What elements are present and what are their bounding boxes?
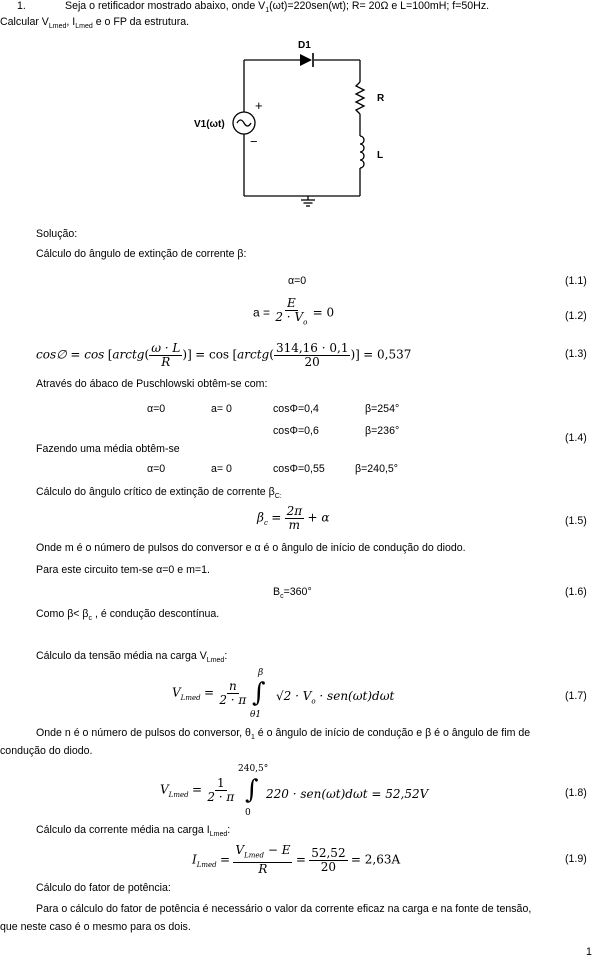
beta-calc-text: Cálculo do ângulo de extinção de corrente β: [36, 248, 247, 260]
minus-sign: − [250, 134, 258, 149]
eq-number-9: (1.9) [565, 853, 587, 865]
resistor-label: R [377, 93, 385, 104]
row1-a: a= 0 [211, 403, 232, 415]
bc-value: $B_c=360^\circ$ [273, 586, 312, 601]
row3-a: a= 0 [211, 463, 232, 475]
rectifier-circuit-diagram [180, 36, 400, 216]
row3-alpha: α=0 [147, 463, 166, 475]
row3-beta: β=240,5° [355, 463, 399, 475]
critico-text: Cálculo do ângulo crítico de extinção de corrente $\beta_{C:}$ [36, 486, 282, 501]
integral-sign-1: ∫ [252, 678, 266, 708]
equation-vlmed-1: $V_{Lmed}$ = $\frac{n}{2 \cdot \pi}$ [172, 679, 247, 707]
onde-n-text-2: condução do diodo. [0, 745, 93, 757]
eq-number-8: (1.8) [565, 787, 587, 799]
onde-n-text-1: Onde n é o número de pulsos do conversor, $\theta_1$ é o ângulo de início de condução e β é o ângulo de fim de [36, 727, 531, 742]
como-text: Como $\beta< \beta_c$ , é condução descontínua. [36, 608, 220, 623]
solution-heading: Solução: [36, 228, 78, 240]
problem-line-2: Calcular $V_{Lmed}$, $I_{Lmed}$ e o FP da estrutura. [0, 16, 190, 31]
row1-alpha: α=0 [147, 403, 166, 415]
fp-text-2: que neste caso é o mesmo para os dois. [0, 921, 191, 933]
problem-number: 1. [17, 0, 26, 12]
fp-text-1: Para o cálculo do fator de potência é necessário o valor da corrente eficaz na carga e na fonte de tensão, [36, 903, 532, 915]
row1-beta: β=254° [365, 403, 400, 415]
integral-upper-1: β [258, 668, 264, 678]
eq-number-3: (1.3) [565, 348, 587, 360]
tensao-text: Cálculo da tensão média na carga $V_{Lmed}$: [36, 650, 228, 665]
abaco-text: Através do ábaco de Puschlowski obtêm-se com: [36, 378, 268, 390]
row1-cos: cosΦ=0,4 [273, 403, 319, 415]
eq-number-1: (1.1) [565, 275, 587, 287]
row2-beta: β=236° [365, 425, 400, 437]
media-text: Fazendo uma média obtêm-se [36, 443, 180, 455]
corrente-text: Cálculo da corrente média na carga $I_{Lmed}$: [36, 824, 231, 839]
row3-cos: cosΦ=0,55 [273, 463, 325, 475]
equation-betac: $\beta_c$ = $\frac{2\pi}{m}$ + α [257, 504, 330, 532]
row2-cos: cosΦ=0,6 [273, 425, 319, 437]
integrand-2: 220 · sen(ωt)dωt = 52,52V [266, 787, 429, 801]
circuito-text: Para este circuito tem-se α=0 e m=1. [36, 564, 210, 576]
equation-vlmed-2: $V_{Lmed}$ = $\frac{1}{2 \cdot \pi}$ [160, 776, 235, 804]
onde-m-text: Onde m é o número de pulsos do conversor e α é o ângulo de início de condução do diodo. [36, 542, 466, 554]
source-label: V1(ωt) [194, 119, 225, 130]
equation-cos: cos∅ = cos [arctg( $\frac{\omega \cdot L}{R}$ )] = cos [arctg( $\frac{314,16 \cdot 0,1}{20}$ )] = 0,537 [36, 341, 412, 369]
equation-a: a = $\frac{E}{2 \cdot V_o}$ = 0 [253, 296, 335, 327]
integral-sign-2: ∫ [245, 775, 259, 805]
page-number: 1 [586, 946, 592, 958]
alpha-zero: α=0 [288, 275, 307, 287]
integral-lower-2: 0 [245, 808, 251, 818]
inductor-label: L [377, 150, 384, 161]
eq-number-5: (1.5) [565, 515, 587, 527]
integral-upper-2: 240,5° [238, 764, 269, 774]
eq-number-2: (1.2) [565, 310, 587, 322]
eq-number-6: (1.6) [565, 586, 587, 598]
plus-sign: + [255, 98, 263, 113]
integral-lower-1: θ1 [250, 710, 262, 720]
diode-label: D1 [298, 40, 311, 51]
problem-line-1: Seja o retificador mostrado abaixo, onde $V_1(\omega t)=220sen(wt)$; R= 20Ω e L=100mH; f=50Hz. [65, 0, 490, 15]
eq-number-4: (1.4) [565, 432, 587, 444]
equation-ilmed: $I_{Lmed}$ = $\frac{V_{Lmed} - E}{R}$ = $\frac{52,52}{20}$ = 2,63A [192, 843, 401, 877]
integrand-1: $√2 \cdot V_o \cdot sen(\omega t)d\omega t$ [276, 689, 395, 706]
fp-heading: Cálculo do fator de potência: [36, 882, 171, 894]
eq-number-7: (1.7) [565, 690, 587, 702]
